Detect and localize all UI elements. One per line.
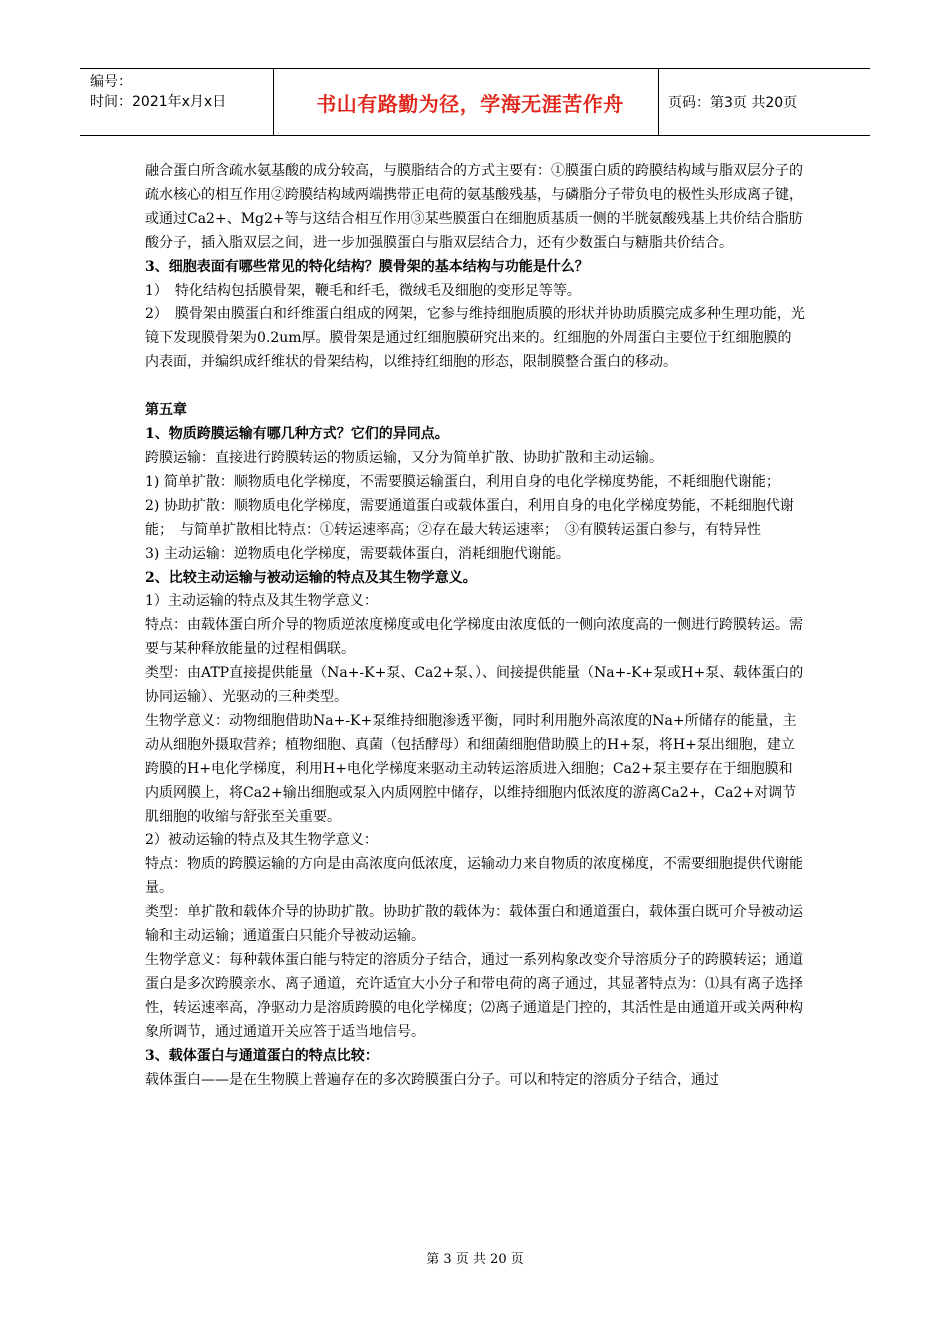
document-number-label: 编号：	[90, 74, 132, 90]
paragraph: 2) 协助扩散：顺物质电化学梯度，需要通道蛋白或载体蛋白，利用自身的电化学梯度势能，不耗细胞代谢能； 与简单扩散相比特点：①转运速率高；②存在最大转运速率； ③有膜转运蛋白参与，有特异性	[145, 497, 794, 538]
question-heading: 2、比较主动运输与被动运输的特点及其生物学意义。	[145, 569, 477, 586]
header-bottom-rule	[80, 135, 870, 136]
paragraph: 3) 主动运输：逆物质电化学梯度，需要载体蛋白，消耗细胞代谢能。	[145, 545, 570, 562]
question-heading: 3、载体蛋白与通道蛋白的特点比较：	[145, 1047, 379, 1064]
paragraph-spacer	[145, 375, 805, 399]
paragraph: 跨膜运输：直接进行跨膜转运的物质运输，又分为简单扩散、协助扩散和主动运输。	[145, 449, 663, 466]
paragraph: 融合蛋白所含疏水氨基酸的成分较高，与膜脂结合的方式主要有：①膜蛋白质的跨膜结构域与脂双层分子的疏水核心的相互作用②跨膜结构域两端携带正电荷的氨基酸残基，与磷脂分子带负电的极性头形成离子键，或通过Ca2+、Mg2+等与这结合相互作用③某些膜蛋白在细胞质基质一侧的半胱氨酸残基上共价结合脂肪酸分子，插入脂双层之间，进一步加强膜蛋白与脂双层结合力，还有少数蛋白与糖脂共价结合。	[145, 163, 803, 251]
header-motto: 书山有路勤为径，学海无涯苦作舟	[316, 92, 624, 116]
question-heading: 3、细胞表面有哪些常见的特化结构？膜骨架的基本结构与功能是什么？	[145, 258, 589, 275]
header-top-rule	[80, 68, 870, 69]
paragraph: 生物学意义：每种载体蛋白能与特定的溶质分子结合，通过一系列构象改变介导溶质分子的跨膜转运；通道蛋白是多次跨膜亲水、离子通道，充许适宜大小分子和带电荷的离子通过，其显著特点为：⑴具有离子选择性，转运速率高，净驱动力是溶质跨膜的电化学梯度；⑵离子通道是门控的，其活性是由通道开或关两种构象所调节，通过通道开关应答于适当地信号。	[145, 952, 803, 1040]
document-time: 时间：2021年x月x日	[90, 94, 227, 110]
paragraph: 类型：单扩散和载体介导的协助扩散。协助扩散的载体为：载体蛋白和通道蛋白，载体蛋白既可介导被动运输和主动运输；通道蛋白只能介导被动运输。	[145, 904, 803, 945]
paragraph: 特点：由载体蛋白所介导的物质逆浓度梯度或电化学梯度由浓度低的一侧向浓度高的一侧进行跨膜转运。需要与某种释放能量的过程相偶联。	[145, 617, 803, 658]
paragraph: 特点：物质的跨膜运输的方向是由高浓度向低浓度，运输动力来自物质的浓度梯度，不需要细胞提供代谢能量。	[145, 856, 803, 897]
chapter-heading: 第五章	[145, 402, 187, 419]
paragraph: 1）主动运输的特点及其生物学意义：	[145, 593, 378, 610]
paragraph: 类型：由ATP直接提供能量（Na+-K+泵、Ca2+泵、）、间接提供能量（Na+-K+泵或H+泵、载体蛋白的协同运输）、光驱动的三种类型。	[145, 665, 804, 706]
paragraph: 生物学意义：动物细胞借助Na+-K+泵维持细胞渗透平衡，同时利用胞外高浓度的Na+所储存的能量，主动从细胞外摄取营养；植物细胞、真菌（包括酵母）和细菌细胞借助膜上的H+泵，将H+泵出细胞，建立跨膜的H+电化学梯度，利用H+电化学梯度来驱动主动转运溶质进入细胞；Ca2+泵主要存在于细胞膜和内质网膜上，将Ca2+输出细胞或泵入内质网腔中储存，以维持细胞内低浓度的游离Ca2+，Ca2+对调节肌细胞的收缩与舒张至关重要。	[145, 712, 797, 825]
header-meta	[90, 72, 226, 112]
paragraph: 2）被动运输的特点及其生物学意义：	[145, 832, 378, 849]
document-body	[145, 160, 805, 1092]
paragraph: 1) 简单扩散：顺物质电化学梯度，不需要膜运输蛋白，利用自身的电化学梯度势能，不耗细胞代谢能；	[145, 473, 780, 490]
paragraph: 载体蛋白——是在生物膜上普遍存在的多次跨膜蛋白分子。可以和特定的溶质分子结合，通过	[145, 1071, 719, 1088]
header-page-info: 页码：第3页 共20页	[668, 95, 798, 111]
paragraph: 2） 膜骨架由膜蛋白和纤维蛋白组成的网架，它参与维持细胞质膜的形状并协助质膜完成多种生理功能，光镜下发现膜骨架为0.2um厚。膜骨架是通过红细胞膜研究出来的。红细胞的外周蛋白主要位于红细胞膜的内表面，并编织成纤维状的骨架结构，以维持红细胞的形态，限制膜整合蛋白的移动。	[145, 306, 805, 371]
header-divider-left	[273, 68, 274, 136]
paragraph: 1） 特化结构包括膜骨架，鞭毛和纤毛，微绒毛及细胞的变形足等等。	[145, 282, 581, 299]
page-header	[80, 68, 870, 136]
question-heading: 1、物质跨膜运输有哪几种方式？它们的异同点。	[145, 426, 449, 443]
page-footer: 第 3 页 共 20 页	[426, 1252, 524, 1267]
